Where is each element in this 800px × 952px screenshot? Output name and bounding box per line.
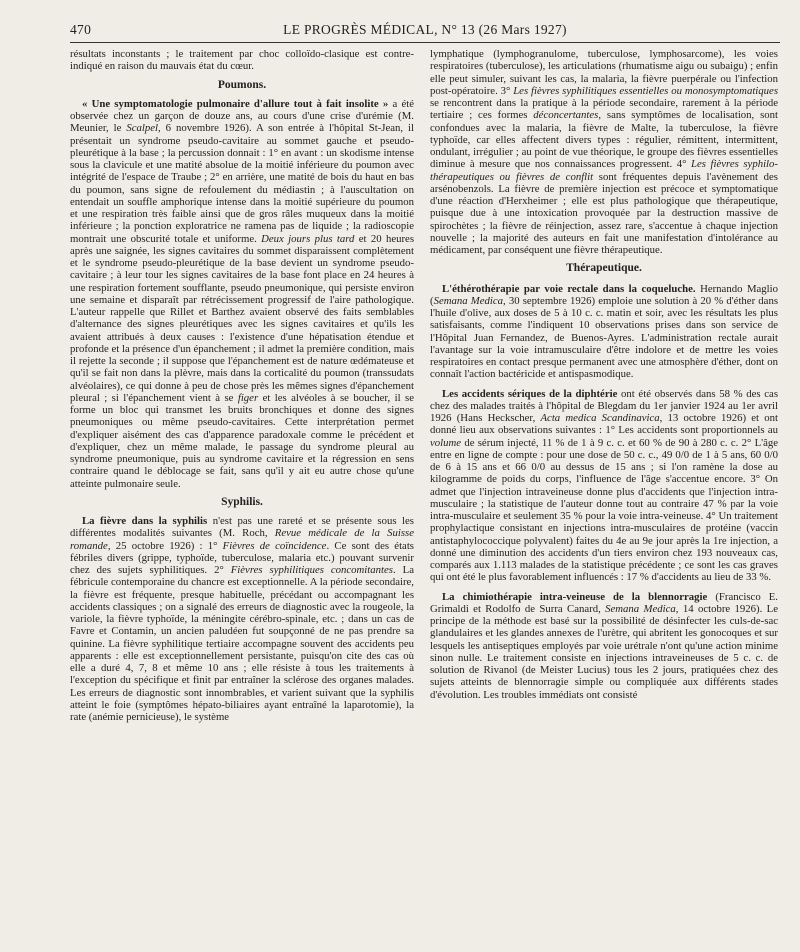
journal-name: LE PROGRÈS MÉDICAL, N° 13 [283,22,475,37]
section-heading-poumons: Poumons. [217,78,267,91]
page-number: 470 [70,22,92,37]
emphasis-text: Les fièvres syphilo-thérapeutiques ou fièvres de conflit [430,158,778,183]
article-text: , 13 octobre 1926) et ont donné lieu aux observations suivantes : 1° Les accidents sont proportionnels au [430,412,779,437]
header-rule [70,42,780,43]
article-syphilis-fever [70,515,414,723]
article-text: ont été observés dans 58 % des cas chez des malades traités à l'hôpital de Blegdam du 1er janvier 1924 au 1er avril 1926 (Hans Heckscher, [430,387,779,424]
continued-paragraph: résultats inconstants ; le traitement par choc colloïdo-clasique est contre-indiqué en raison du mauvais état du cœur. [70,48,414,73]
citation-source: Acta medica Scandinavica [540,412,660,424]
article-text: et les alvéoles à se boucher, il se forme un bloc qui transmet les bruits bronchiques et donne des signes pneumoniques ou même pseudo-cavitaires. Cette interprétation permet d'expliquer aisément des cas d'apparence paradoxale comme le précédent et d'expliquer, chez un même malade, le passage du syndrome pleural au syndrome pneumonique, puis au syndrome cavitaire et la régression en sens contraire quand le déblocage se fait, sans qu'il y ait eu autre chose qu'une atteinte pulmonaire seule. [70,391,414,490]
issue-date: (26 Mars 1927) [478,22,567,37]
citation-source: Semana Medica [433,294,504,307]
article-etherotherapy [430,283,778,381]
article-text: , 14 octobre 1926). Le principe de la méthode est basé sur la possibilité de désinfecter les culs-de-sac glandulaires et les glandes annexes de l'urètre, qui abritent les gonocoques et sur lesquels les antiseptiques employés par voie urétrale n'ont qu'une action minime sinon nulle. Le traitement consiste en injections intraveineuses de 5 c. c. de solution de Rivanol (de Meister Lucius) tous les 2 jours, pratiquées chez des sujets atteints de blennorragie simple ou compliquée aux différents stades d'évolution. Les troubles immédiats ont consisté [430,602,779,701]
article-text: sont fréquentes depuis l'avènement des arsénobenzols. La fièvre de première injection est précoce et symptomatique d'une réaction d'Herxheimer ; elle est plus pathologique que thérapeutique, puisque due à une intoxication provoquée par la destruction massive de spirochètes ; la fièvre de réinjection, assez rare, s'accentue à chaque injection nouvelle ; la majorité des auteurs en fait une manifestation d'intolérance au médicament, par conséquent une fièvre thérapeutique. [430,170,778,256]
article-lead: Les accidents sériques de la diphtérie [442,387,618,400]
emphasis-text: Deux jours plus tard [261,232,355,245]
article-lead: L'éthérothérapie par voie rectale dans la coqueluche. [442,282,696,295]
article-lead: La chimiothérapie intra-veineuse de la blennorragie [442,590,708,603]
article-text: et 20 heures après une saignée, les signes cavitaires du sommet disparaissent complètement et le syndrome pseudo-pleurétique de la base devient un syndrome pseudo-cavitaire ; à leur tour les signes cavitaires de la base font place en 24 heures à une respiration fortement soufflante, pseudo pneumonique, qui persiste environ une semaine et disparaît par rétrécissement progressif de l'aire pathologique. L'auteur rappelle que Rillet et Barthez avaient observé des faits semblables d'alternance des signes pleurétiques avec les signes cavitaires et qu'ils les avaient attribués à deux causes : l'existence d'une hépatisation étendue et profonde et la présence d'un épanchement ; il admet la première condition, mais il rejette la seconde ; il suppose que l'épanchement est de nature œdémateuse et qu'il se fait non dans la plèvre, mais dans la corticalité du poumon (transsudats alvéolaires), ce qui donne à peu de chose près les mêmes signes d'épanchement pleural ; si l'épanchement vient à se [70,232,414,404]
section-heading-therapeutique: Thérapeutique. [566,262,642,275]
article-diphtheria-serum [430,388,778,584]
emphasis-text: déconcertantes [533,109,599,122]
article-text: . Ce sont des états fébriles divers (grippe, typhoïde, tuberculose, malaria etc.) pouvant survenir chez des sujets syphilitiques. 2° [70,539,414,576]
paragraph-gap [430,381,778,388]
article-text: (Francisco E. Grimaldi et Rodolfo de Surra Canard, [430,590,778,615]
paragraph-gap [430,584,778,591]
right-column [430,48,778,701]
emphasis-text: Les fièvres syphilitiques essentielles ou monosymptomatiques [513,84,778,97]
article-text: , 30 septembre 1926) emploie une solution à 20 % d'éther dans l'huile d'olive, aux doses de 5 à 10 c. c. matin et soir, avec les résultats les plus satisfaisants, comme l'indiquent 10 observations prises dans son service de l'Hôpital Juan Fernandez, de Buenos-Ayres. L'administration rectale aurait l'avantage sur la voie intramusculaire d'être indolore et de mettre les voies respiratoires en contact presque permanent avec une atmosphère d'éther, dont on connaît l'action bactéricide et antispasmodique. [430,294,778,381]
left-column [70,48,414,723]
article-text: se rencontrent dans la pratique à la période secondaire, rarement à la période tertiaire ; ces formes [430,97,778,122]
page-header [70,20,780,42]
article-text: , 25 octobre 1926) : 1° [107,539,223,552]
article-text: lymphatique (lymphogranulome, tuberculose, lymphosarcome), les voies respiratoires (tuberculose), les articulations (rhumatisme aigu ou subaigu) ; enfin elle peut simuler, suivant les cas, la malaria, la fièvre puerpérale ou l'infection post-opératoire. 3° [430,48,778,97]
emphasis-text: Fièvres syphilitiques concomitantes [230,564,393,576]
citation-source: Semana Medica [605,602,676,615]
emphasis-text: volume [430,436,462,449]
article-lead: La fièvre dans la syphilis [82,515,208,527]
citation-source: Revue médicale de la Suisse romande [70,527,414,552]
article-text: , sans symptômes de localisation, sont confondues avec la malaria, la fièvre de Malte, la tuberculose, la fièvre typhoïde, car elles affectent divers types : régulier, rémittent, intermittent, ondulant, irrégulier ; au point de vue théorique, le groupe des fièvres essentielles diminue à mesure que nos connaissances progressent. 4° [430,109,778,171]
article-text: , 6 novembre 1926). A son entrée à l'hôpital St-Jean, il présentait un syndrome pseudo-cavitaire au sommet gauche et pseudo-pleurétique à la base ; la percussion donnait : 1° en avant : un skodisme intense sous la clavicule et une matité absolue de la moitié inférieure du poumon avec intégrité de l'espace de Traube ; 2° en arrière, une matité de bois du haut en bas du poumon, sans signe de refoulement du médiastin ; à l'auscultation on entendait un souffle amphorique intense dans la moitié supérieure du poumon et une respiration très faible ainsi que de gros râles muqueux dans la moitié inférieure ; la ponction exploratrice ne ramena pas de liquide ; la radioscopie montrait une obscurité totale et uniforme. [70,122,414,245]
article-text: a été observée chez un garçon de douze ans, au cours d'une crise d'urémie (M. Meunier, le [70,97,414,135]
emphasis-text: figer [237,391,259,404]
continued-paragraph [430,48,778,256]
article-text: . La fébricule contemporaine du chancre est exceptionnelle. A la période secondaire, la fièvre est fréquente, presque habituelle, précédant ou accompagnant les accidents classiques ; on a signalé des erreurs de diagnostic avec la rougeole, la variole, la fièvre typhoïde, la méningite cérébro-spinale, etc. ; dans un cas de Favre et Contamin, un ancien paludéen fut soupçonné de ne pas prendre sa quinine. La fièvre syphilitique tertiaire accompagne souvent des accidents peu apparents : elle est exceptionnellement persistante, puisqu'on cite des cas où elle a duré 4, 7, 8 et même 10 ans ; elle résiste à tous les traitements à l'exception du spécifique et finit par entraîner la sclérose des organes malades. Les erreurs de diagnostic sont innombrables, et varient suivant que la syphilis atteint le foie (symptômes hépato-biliaires ayant entraîné la laparotomie), la rate (anémie pernicieuse), le système [70,564,414,723]
article-text: n'est pas une rareté et se présente sous les différentes modalités suivantes (M. Roch, [70,515,414,540]
section-heading-syphilis: Syphilis. [221,495,263,508]
citation-source: Scalpel [126,122,158,135]
running-title [70,22,780,38]
article-text: de sérum injecté, 11 % de 1 à 9 c. c. et 60 % de 90 à 280 c. c. 2° L'âge entre en ligne de compte : pour une dose de 50 c. c., 49 0/0 de 1 à 5 ans, 60 0/0 de 6 à 15 ans et 66 0/0 au dessus de 15 ans ; si l'on ramène la dose au kilogramme de poids du corps, l'influence de l'âge s'accentue encore. 3° On admet que l'injection intraveineuse donne plus d'accidents que l'injection intra-musculaire ; la statistique de l'auteur donne tout au contraire 47 % par la voie intra-musculaire et seulement 35 % pour la voie intra-veineuse. 4° Un traitement prophylactique consistant en injections intra-musculaires de protéine (vaccin antistaphylococcique polyvalent) faites du 4e au 9e jour après la 1re injection, a donné une diminution des accidents d'un tiers environ chez 193 nouveaux cas, comparés aux 1.113 malades de la statistique précédente ; ce sont les cas graves qui ont été le plus favorablement influencés : 17 % d'accidents au lieu de 33 %. [430,436,778,584]
article-pulmonary [70,98,414,490]
article-blennorrhagia [430,591,778,701]
article-lead: « Une symptomatologie pulmonaire d'allure tout à fait insolite » [82,97,389,110]
emphasis-text: Fièvres de coïncidence [222,539,327,552]
article-text: Hernando Maglio ( [430,282,778,307]
